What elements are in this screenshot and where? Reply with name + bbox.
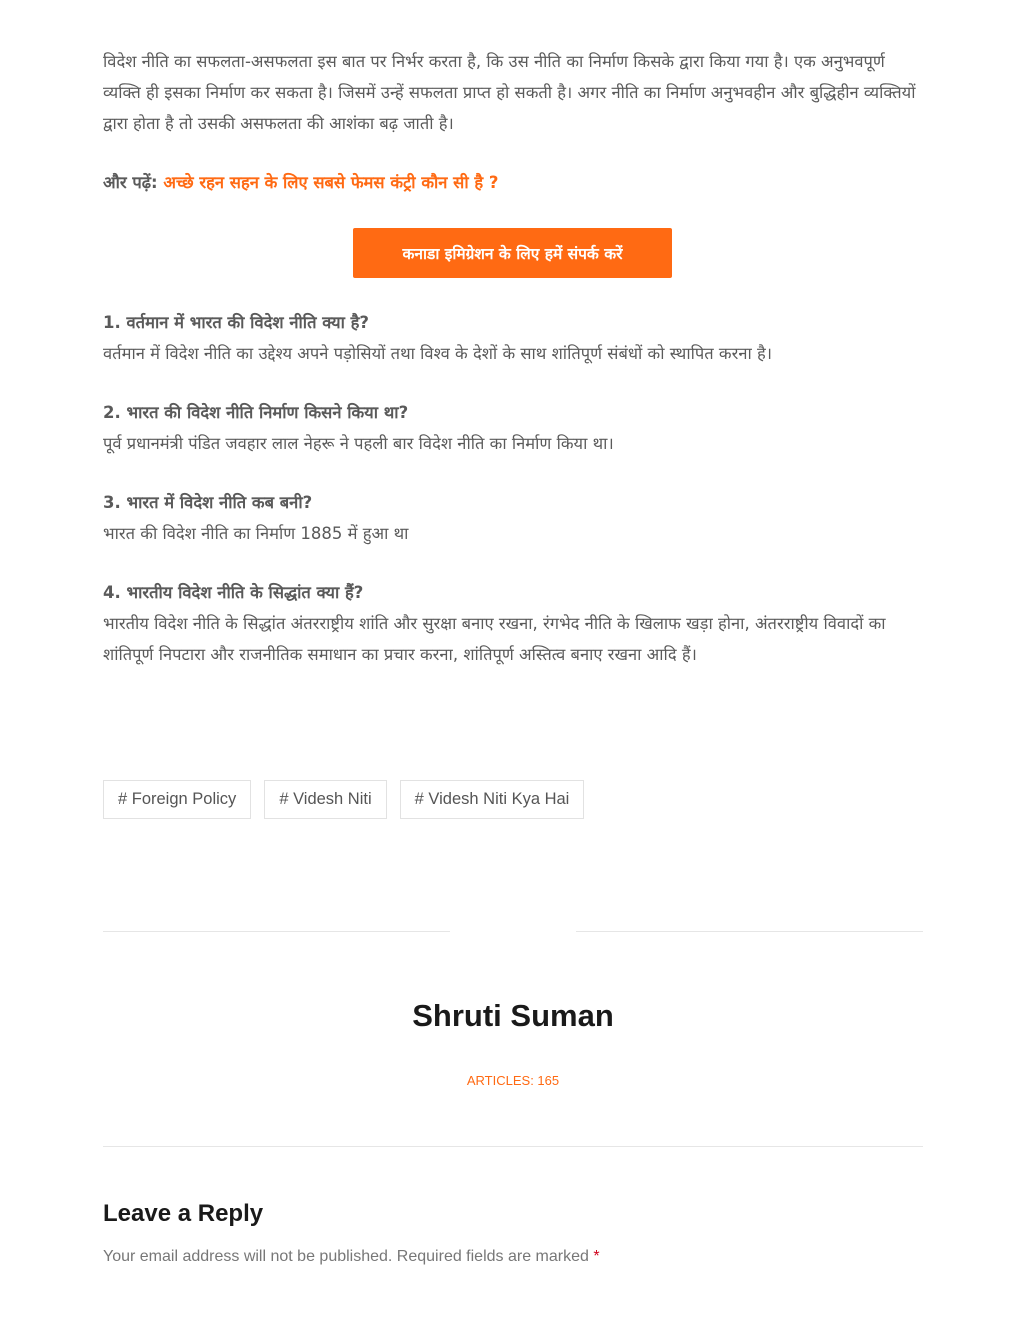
intro-section (103, 46, 923, 139)
reply-title: Leave a Reply (103, 1200, 264, 1227)
faq-item-4 (103, 578, 923, 670)
faq-question: 3. भारत में विदेश नीति कब बनी? (103, 493, 313, 512)
faq-question: 2. भारत की विदेश नीति निर्माण किसने किया था? (103, 403, 409, 422)
contact-immigration-button[interactable]: कनाडा इमिग्रेशन के लिए हमें संपर्क करें (353, 228, 672, 278)
faq-answer: भारतीय विदेश नीति के सिद्धांत अंतरराष्ट्रीय शांति और सुरक्षा बनाए रखना, रंगभेद नीति के खिलाफ खड़ा होना, अंतरराष्ट्रीय विवादों का शांतिपूर्ण निपटारा और राजनीतिक समाधान का प्रचार करना, शांतिपूर्ण अस्तित्व बनाए रखना आदि हैं। (103, 614, 886, 664)
author-divider-left (103, 931, 450, 932)
reply-note (103, 1248, 600, 1266)
tag-videsh-niti[interactable]: # Videsh Niti (264, 780, 386, 819)
author-name[interactable]: Shruti Suman (412, 998, 614, 1033)
faq-answer: भारत की विदेश नीति का निर्माण 1885 में हुआ था (103, 524, 409, 543)
tag-list (103, 780, 584, 819)
reply-note-text: Your email address will not be published. Required fields are marked (103, 1248, 589, 1265)
faq-item-2 (103, 398, 923, 459)
read-more (103, 170, 498, 193)
author-articles-count[interactable]: ARTICLES: 165 (466, 1073, 560, 1088)
faq-question: 1. वर्तमान में भारत की विदेश नीति क्या है? (103, 313, 369, 332)
tag-foreign-policy[interactable]: # Foreign Policy (103, 780, 251, 819)
author-divider-right (576, 931, 923, 932)
tag-videsh-niti-kya-hai[interactable]: # Videsh Niti Kya Hai (400, 780, 585, 819)
faq-answer: पूर्व प्रधानमंत्री पंडित जवहार लाल नेहरू ने पहली बार विदेश नीति का निर्माण किया था। (103, 434, 614, 453)
required-mark: * (593, 1248, 600, 1265)
faq-item-1 (103, 308, 923, 369)
faq-item-3 (103, 488, 923, 549)
faq-answer: वर्तमान में विदेश नीति का उद्देश्य अपने पड़ोसियों तथा विश्व के देशों के साथ शांतिपूर्ण संबंधों को स्थापित करना है। (103, 344, 773, 363)
read-more-link[interactable]: अच्छे रहन सहन के लिए सबसे फेमस कंट्री कौन सी है ? (163, 173, 499, 192)
read-more-prefix: और पढ़ें: (103, 173, 158, 192)
intro-paragraph: विदेश नीति का सफलता-असफलता इस बात पर निर्भर करता है, कि उस नीति का निर्माण किसके द्वारा किया गया है। एक अनुभवपूर्ण व्यक्ति ही इसका निर्माण कर सकता है। जिसमें उन्हें सफलता प्राप्त हो सकती है। अगर नीति का निर्माण अनुभवहीन और बुद्धिहीन व्यक्तियों द्वारा होता है तो उसकी असफलता की आशंका बढ़ जाती है। (103, 52, 916, 133)
section-divider (103, 1146, 923, 1147)
faq-question: 4. भारतीय विदेश नीति के सिद्धांत क्या हैं? (103, 583, 364, 602)
